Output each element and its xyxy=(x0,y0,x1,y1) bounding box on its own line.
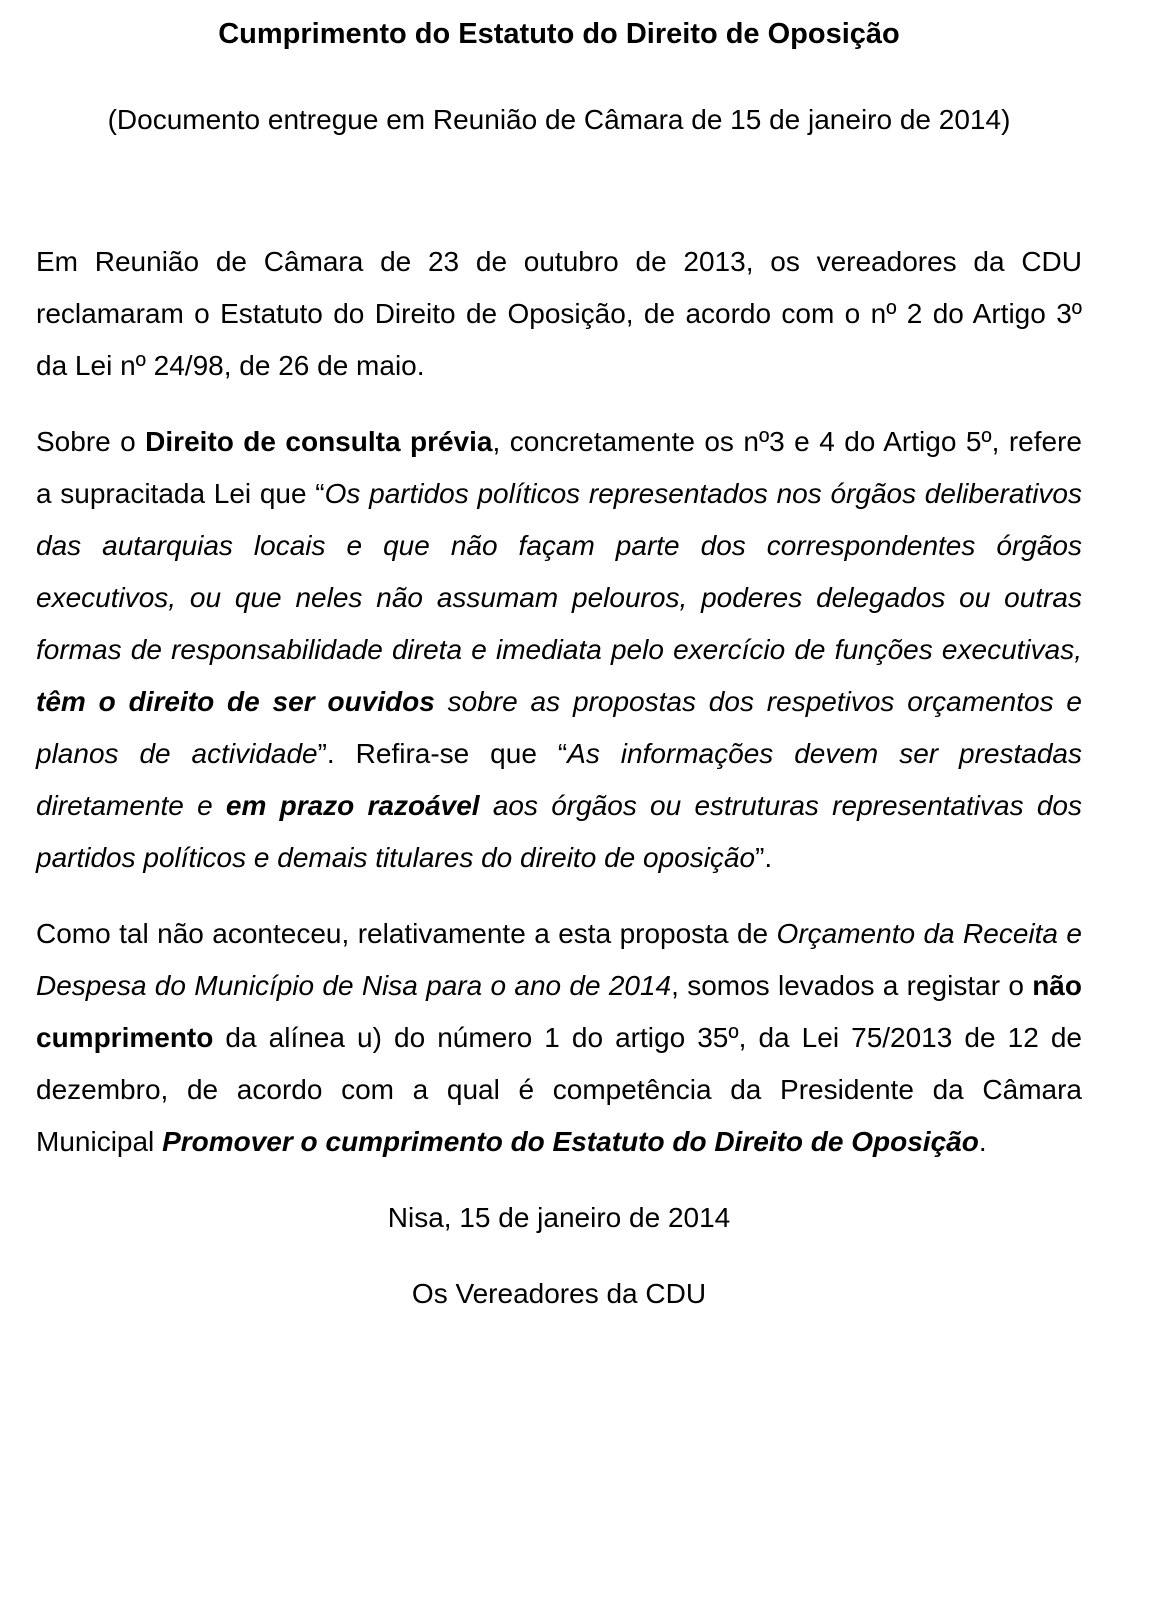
paragraph xyxy=(36,908,1082,1168)
text-segment: ”. Refira-se que “ xyxy=(317,738,568,769)
text-segment: , somos levados a registar o xyxy=(671,970,1033,1001)
text-segment: , concretamente os nº3 e 4 do Artigo 5º, refere a supracitada Lei que “ xyxy=(36,426,1082,509)
text-segment: Orçamento da Receita e Despesa do Município de Nisa para o ano de 2014 xyxy=(36,918,1082,1001)
paragraph xyxy=(36,416,1082,884)
text-segment: Como tal não aconteceu, relativamente a esta proposta de xyxy=(36,918,777,949)
text-segment: As informações devem ser prestadas diretamente e xyxy=(36,738,1082,821)
document-title: Cumprimento do Estatuto do Direito de Oposição xyxy=(218,18,900,50)
text-segment: não cumprimento xyxy=(36,970,1082,1053)
document-body xyxy=(36,236,1082,1320)
text-segment: têm o direito de ser ouvidos xyxy=(36,686,435,717)
paragraph xyxy=(36,236,1082,392)
text-segment: da alínea u) do número 1 do artigo 35º, da Lei 75/2013 de 12 de dezembro, de acordo com a qual é competência da Presidente da Câmara Municipal xyxy=(36,1022,1082,1157)
text-segment: ”. xyxy=(755,842,773,873)
text-segment: Nisa, 15 de janeiro de 2014 xyxy=(387,1202,731,1233)
text-segment: em prazo razoável xyxy=(225,790,480,821)
text-segment: aos órgãos ou estruturas representativas dos partidos políticos e demais titulares do direito de oposição xyxy=(36,790,1082,873)
text-segment: Sobre o xyxy=(36,426,146,457)
text-segment: Os partidos políticos representados nos órgãos deliberativos das autarquias locais e que não façam parte dos correspondentes órgãos executivos, ou que neles não assumam pelouros, poderes delegados ou outras formas de responsabilidade direta e imediata pelo exercício de funções executivas, xyxy=(36,478,1083,665)
paragraph xyxy=(36,1192,1082,1244)
text-segment: sobre as propostas dos respetivos orçamentos e planos de actividade xyxy=(36,686,1082,769)
text-segment: Direito de consulta prévia xyxy=(145,426,493,457)
document-subtitle: (Documento entregue em Reunião de Câmara de 15 de janeiro de 2014) xyxy=(107,104,1011,135)
text-segment: Os Vereadores da CDU xyxy=(411,1278,707,1309)
paragraph xyxy=(36,1268,1082,1320)
text-segment: . xyxy=(978,1126,987,1157)
text-segment: Em Reunião de Câmara de 23 de outubro de 2013, os vereadores da CDU reclamaram o Estatuto do Direito de Oposição, de acordo com o nº 2 do Artigo 3º da Lei nº 24/98, de 26 de maio. xyxy=(36,246,1082,381)
text-segment: Promover o cumprimento do Estatuto do Direito de Oposição xyxy=(162,1126,979,1157)
